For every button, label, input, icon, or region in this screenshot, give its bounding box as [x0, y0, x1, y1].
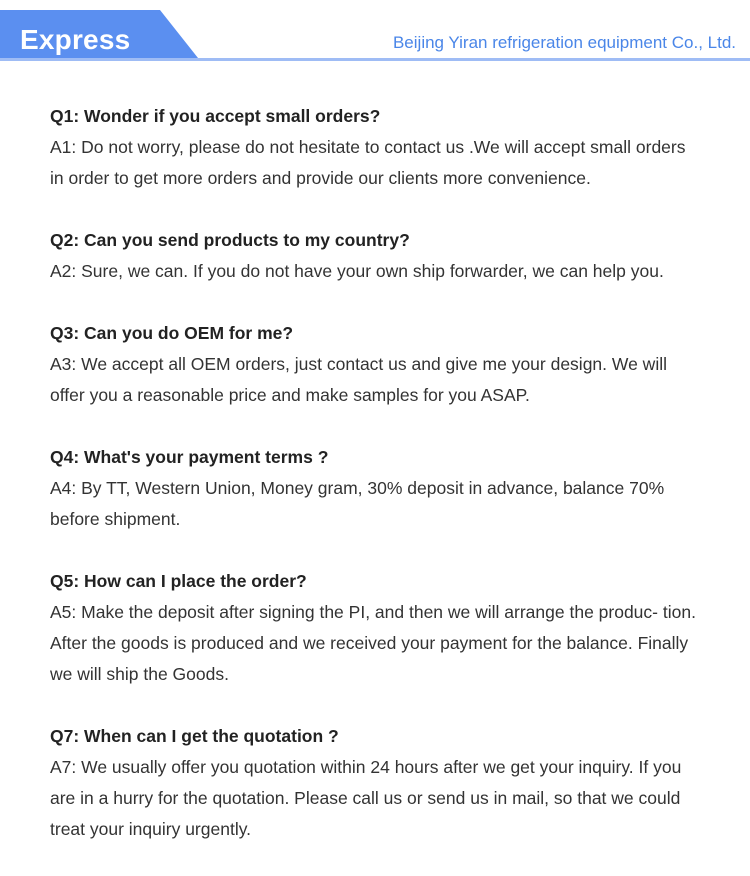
faq-item-q1	[50, 101, 700, 194]
faq-question: Q5: How can I place the order?	[50, 571, 307, 591]
faq-question: Q7: When can I get the quotation ?	[50, 726, 339, 746]
faq-item-q5	[50, 566, 700, 690]
section-title: Express	[20, 24, 131, 55]
header-underline	[0, 58, 750, 61]
faq-answer: A2: Sure, we can. If you do not have your own ship forwarder, we can help you.	[50, 261, 664, 281]
faq-answer: A5: Make the deposit after signing the PI, and then we will arrange the produc- tion. After the goods is produced and we received your payment for the balance. Finally we will ship the Goods.	[50, 602, 696, 684]
faq-answer: A7: We usually offer you quotation within 24 hours after we get your inquiry. If you are in a hurry for the quotation. Please call us or send us in mail, so that we could treat your inquiry urgently.	[50, 757, 682, 839]
faq-answer: A1: Do not worry, please do not hesitate to contact us .We will accept small orders in order to get more orders and provide our clients more convenience.	[50, 137, 686, 188]
company-name: Beijing Yiran refrigeration equipment Co., Ltd.	[392, 33, 736, 52]
faq-item-q7	[50, 721, 700, 845]
faq-list	[50, 101, 700, 876]
faq-question: Q4: What's your payment terms ?	[50, 447, 329, 467]
faq-answer: A3: We accept all OEM orders, just contact us and give me your design. We will offer you a reasonable price and make samples for you ASAP.	[50, 354, 667, 405]
faq-item-q4	[50, 442, 700, 535]
faq-question: Q1: Wonder if you accept small orders?	[50, 106, 381, 126]
faq-item-q3	[50, 318, 700, 411]
faq-question: Q2: Can you send products to my country?	[50, 230, 410, 250]
faq-item-q2	[50, 225, 700, 287]
faq-question: Q3: Can you do OEM for me?	[50, 323, 294, 343]
faq-answer: A4: By TT, Western Union, Money gram, 30% deposit in advance, balance 70% before shipment.	[50, 478, 665, 529]
page-header	[0, 0, 750, 66]
